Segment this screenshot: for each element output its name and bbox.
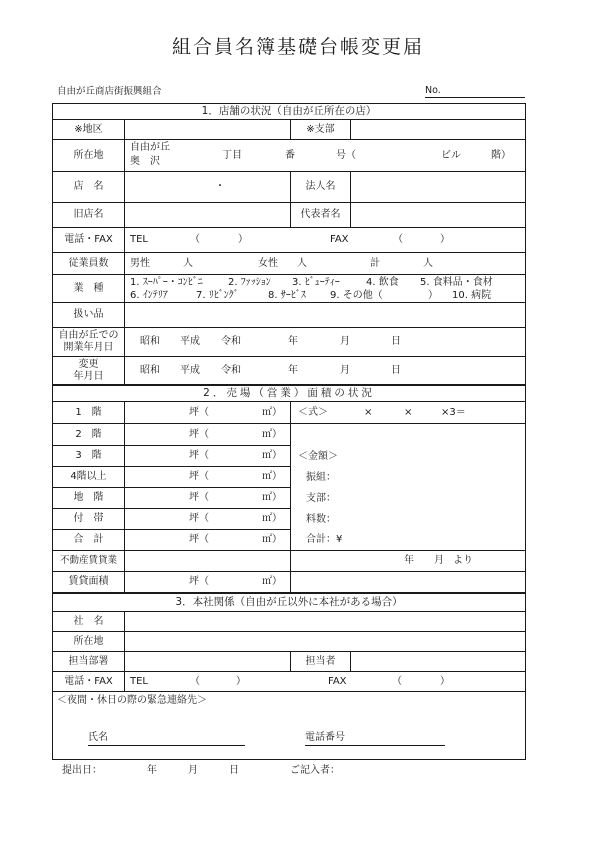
emergency-heading: ＜夜間・休日の際の緊急連絡先＞ bbox=[57, 695, 207, 706]
hq-contact-label: 担当者 bbox=[291, 652, 351, 671]
rental-since: より bbox=[453, 555, 473, 566]
store-name-row bbox=[53, 172, 525, 203]
hq-fax-paren-close: ） bbox=[440, 675, 450, 687]
hq-address-value bbox=[125, 632, 525, 651]
rental-month: 月 bbox=[434, 555, 444, 566]
address-label: 所在地 bbox=[53, 140, 125, 171]
business-option: 4. 飲食 bbox=[366, 277, 399, 288]
change-date-label bbox=[53, 357, 125, 384]
section1-header bbox=[53, 104, 525, 120]
products-label: 扱い品 bbox=[53, 303, 125, 327]
number-field bbox=[425, 86, 525, 98]
phone-fax-value bbox=[125, 228, 525, 252]
section1-title: 1．店舗の状況（自由が丘所在の店） bbox=[201, 105, 377, 118]
fee-cell bbox=[291, 530, 525, 550]
submission-year: 年 bbox=[147, 765, 157, 776]
emergency-name-line bbox=[88, 733, 245, 746]
rental-business-label: 不動産賃貸業 bbox=[53, 551, 125, 571]
district-row bbox=[53, 120, 525, 140]
business-type-options bbox=[125, 275, 525, 302]
sqm-unit: ㎡） bbox=[262, 513, 282, 524]
floor-label: 付 帯 bbox=[53, 509, 125, 530]
address-area-jiyugaoka: 自由が丘 bbox=[130, 142, 170, 153]
hq-address-row bbox=[53, 632, 525, 652]
tsubo-unit: 坪（ bbox=[189, 576, 209, 587]
representative-value bbox=[351, 203, 525, 227]
year-label: 年 bbox=[288, 364, 298, 376]
former-store-name-label: 旧店名 bbox=[53, 203, 125, 227]
section2-header bbox=[53, 385, 525, 402]
change-date-label-line2: 年月日 bbox=[73, 370, 104, 382]
business-type-row bbox=[53, 275, 525, 303]
fee-cell bbox=[291, 446, 525, 467]
era-heisei: 平成 bbox=[180, 364, 200, 376]
branch-value bbox=[351, 120, 525, 139]
floor-label: 3 階 bbox=[53, 446, 125, 467]
formula-times: × bbox=[404, 406, 413, 418]
rental-business-row bbox=[53, 551, 525, 572]
floor-row bbox=[53, 446, 525, 467]
fee-item: 支部： bbox=[306, 492, 336, 504]
district-label: ※地区 bbox=[53, 120, 125, 139]
tsubo-unit: 坪（ bbox=[189, 534, 209, 545]
floor-row bbox=[53, 424, 525, 446]
tsubo-unit: 坪（ bbox=[189, 450, 209, 461]
section3-header bbox=[53, 593, 525, 612]
hq-phone-fax-row bbox=[53, 672, 525, 692]
business-option: 6. ｲﾝﾃﾘｱ bbox=[130, 290, 168, 301]
era-reiwa: 令和 bbox=[221, 364, 241, 376]
male-unit: 人 bbox=[183, 257, 193, 269]
female-unit: 人 bbox=[297, 257, 307, 269]
tsubo-unit: 坪（ bbox=[189, 513, 209, 524]
tel-paren-close: ） bbox=[238, 234, 248, 245]
sqm-unit: ㎡） bbox=[262, 471, 282, 482]
floor-row bbox=[53, 488, 525, 509]
change-date-row bbox=[53, 357, 525, 385]
address-floor: 階） bbox=[491, 149, 511, 161]
products-value bbox=[125, 303, 525, 327]
floor-label: 4階以上 bbox=[53, 467, 125, 488]
business-type-label: 業 種 bbox=[53, 275, 125, 302]
former-store-name-value bbox=[125, 203, 291, 227]
floor-area bbox=[125, 530, 291, 550]
era-reiwa: 令和 bbox=[221, 336, 241, 347]
representative-label: 代表者名 bbox=[291, 203, 351, 227]
formula-cell bbox=[291, 402, 525, 423]
rental-business-since bbox=[291, 551, 525, 571]
form-title: 組合員名簿基礎台帳変更届 bbox=[171, 36, 424, 58]
floor-total-label: 合 計 bbox=[53, 530, 125, 550]
district-value bbox=[125, 120, 291, 139]
fee-item: 料数： bbox=[306, 513, 336, 525]
hq-company-label: 社 名 bbox=[53, 612, 125, 631]
filled-by-label: ご記入者： bbox=[290, 765, 340, 776]
fee-cell bbox=[291, 424, 525, 446]
hq-tel-label: TEL bbox=[130, 675, 148, 687]
floor-row bbox=[53, 402, 525, 424]
emergency-phone-line bbox=[305, 733, 445, 746]
corporate-name-value bbox=[351, 172, 525, 202]
former-store-row bbox=[53, 203, 525, 228]
rental-area-label: 賃貸面積 bbox=[53, 572, 125, 592]
employees-value bbox=[125, 253, 525, 274]
rental-area-value bbox=[125, 572, 291, 592]
address-area-okusawa: 奥 沢 bbox=[130, 156, 160, 167]
year-label: 年 bbox=[288, 336, 298, 347]
emergency-phone-label: 電話番号 bbox=[305, 732, 345, 743]
hq-contact-value bbox=[351, 652, 525, 671]
fee-total: 合計：¥ bbox=[306, 534, 343, 545]
floor-area bbox=[125, 402, 291, 423]
hq-company-row bbox=[53, 612, 525, 632]
hq-address-label: 所在地 bbox=[53, 632, 125, 651]
month-label: 月 bbox=[340, 336, 350, 347]
hq-phone-fax-label: 電話・FAX bbox=[53, 672, 125, 691]
hq-fax-label: FAX bbox=[328, 675, 347, 687]
floor-area bbox=[125, 467, 291, 488]
employees-row bbox=[53, 253, 525, 275]
formula-times-three: ×3＝ bbox=[441, 406, 466, 418]
hq-fax-paren-open: （ bbox=[392, 675, 402, 687]
floor-area bbox=[125, 488, 291, 509]
floor-area bbox=[125, 446, 291, 467]
business-option: 3. ﾋﾞｭｰﾃｨｰ bbox=[292, 277, 340, 288]
address-value bbox=[125, 140, 525, 171]
business-other-close: ） bbox=[428, 290, 438, 301]
hq-company-value bbox=[125, 612, 525, 631]
floor-label: 2 階 bbox=[53, 424, 125, 446]
formula-times: × bbox=[364, 406, 373, 418]
submission-day: 日 bbox=[229, 765, 239, 776]
fax-label: FAX bbox=[330, 234, 349, 245]
fee-item: 振組： bbox=[306, 471, 336, 483]
change-date-value bbox=[125, 357, 525, 384]
business-option: 9. その他（ bbox=[330, 290, 383, 301]
female-label: 女性 bbox=[258, 257, 278, 269]
fee-cell bbox=[291, 509, 525, 530]
address-chome: 丁目 bbox=[222, 149, 242, 161]
opening-date-row bbox=[53, 328, 525, 357]
change-date-label-line1: 変更 bbox=[78, 358, 99, 370]
sqm-unit: ㎡） bbox=[262, 576, 282, 587]
emergency-contact-area bbox=[53, 692, 525, 758]
tsubo-unit: 坪（ bbox=[189, 406, 209, 418]
store-name-mark: ・ bbox=[215, 181, 225, 192]
tsubo-unit: 坪（ bbox=[189, 492, 209, 503]
tel-paren-open: （ bbox=[190, 234, 200, 245]
hq-department-label: 担当部署 bbox=[53, 652, 125, 671]
rental-area-extra bbox=[291, 572, 525, 592]
fax-paren-close: ） bbox=[440, 234, 450, 245]
fee-cell bbox=[291, 467, 525, 488]
floor-row bbox=[53, 530, 525, 551]
opening-date-value bbox=[125, 328, 525, 356]
floor-row bbox=[53, 467, 525, 488]
emergency-name-label: 氏名 bbox=[88, 732, 108, 743]
store-name-label: 店 名 bbox=[53, 172, 125, 202]
corporate-name-label: 法人名 bbox=[291, 172, 351, 202]
store-name-value bbox=[125, 172, 291, 202]
fax-paren-open: （ bbox=[393, 234, 403, 245]
form-table bbox=[52, 103, 526, 760]
rental-area-row bbox=[53, 572, 525, 593]
branch-label: ※支部 bbox=[291, 120, 351, 139]
business-option: 7. ﾘﾋﾞﾝｸﾞ bbox=[196, 290, 239, 301]
address-ban: 番 bbox=[285, 149, 295, 161]
floor-row bbox=[53, 509, 525, 530]
tsubo-unit: 坪（ bbox=[189, 428, 209, 440]
month-label: 月 bbox=[340, 364, 350, 376]
number-label: No. bbox=[425, 85, 441, 96]
era-showa: 昭和 bbox=[140, 364, 160, 376]
hq-tel-paren-close: ） bbox=[236, 675, 246, 687]
address-building: ビル bbox=[441, 149, 461, 161]
amount-label: ＜金額＞ bbox=[298, 450, 338, 462]
fee-cell bbox=[291, 488, 525, 509]
employees-label: 従業員数 bbox=[53, 253, 125, 274]
sqm-unit: ㎡） bbox=[262, 534, 282, 545]
business-option: 10. 病院 bbox=[452, 290, 492, 301]
rental-business-value bbox=[125, 551, 291, 571]
sqm-unit: ㎡） bbox=[262, 450, 282, 461]
sqm-unit: ㎡） bbox=[262, 492, 282, 503]
rental-year: 年 bbox=[404, 555, 414, 566]
era-heisei: 平成 bbox=[180, 336, 200, 347]
association-name: 自由が丘商店街振興組合 bbox=[57, 86, 162, 97]
business-option: 8. ｻｰﾋﾞｽ bbox=[268, 290, 306, 301]
section2-title: 2．売場（営業）面積の状況 bbox=[203, 387, 375, 400]
floor-area bbox=[125, 424, 291, 446]
day-label: 日 bbox=[391, 364, 401, 376]
hq-tel-paren-open: （ bbox=[190, 675, 200, 687]
sqm-unit: ㎡） bbox=[262, 406, 282, 418]
male-label: 男性 bbox=[130, 257, 150, 269]
section3-title: 3．本社関係（自由が丘以外に本社がある場合） bbox=[175, 596, 403, 609]
floor-label: 地 階 bbox=[53, 488, 125, 509]
era-showa: 昭和 bbox=[140, 336, 160, 347]
total-unit: 人 bbox=[423, 257, 433, 269]
tel-label: TEL bbox=[130, 234, 148, 245]
opening-date-label bbox=[53, 328, 125, 356]
address-go: 号（ bbox=[336, 149, 356, 161]
phone-fax-row bbox=[53, 228, 525, 253]
hq-department-value bbox=[125, 652, 291, 671]
total-label: 計 bbox=[370, 257, 380, 269]
formula-label: ＜式＞ bbox=[298, 406, 328, 418]
address-row bbox=[53, 140, 525, 172]
tsubo-unit: 坪（ bbox=[189, 471, 209, 482]
sqm-unit: ㎡） bbox=[262, 428, 282, 440]
floor-area bbox=[125, 509, 291, 530]
opening-date-label-line2: 開業年月日 bbox=[63, 342, 114, 353]
floor-label: 1 階 bbox=[53, 402, 125, 423]
hq-department-row bbox=[53, 652, 525, 672]
submission-date-label: 提出日： bbox=[62, 765, 102, 776]
hq-phone-fax-value bbox=[125, 672, 525, 691]
phone-fax-label: 電話・FAX bbox=[53, 228, 125, 252]
opening-date-label-line1: 自由が丘での bbox=[58, 330, 119, 341]
business-option: 1. ｽｰﾊﾟｰ・ｺﾝﾋﾞﾆ bbox=[130, 277, 203, 288]
day-label: 日 bbox=[391, 336, 401, 347]
business-option: 5. 食料品・食材 bbox=[420, 277, 493, 288]
business-option: 2. ﾌｧｯｼｮﾝ bbox=[228, 277, 271, 288]
submission-month: 月 bbox=[188, 765, 198, 776]
products-row bbox=[53, 303, 525, 328]
